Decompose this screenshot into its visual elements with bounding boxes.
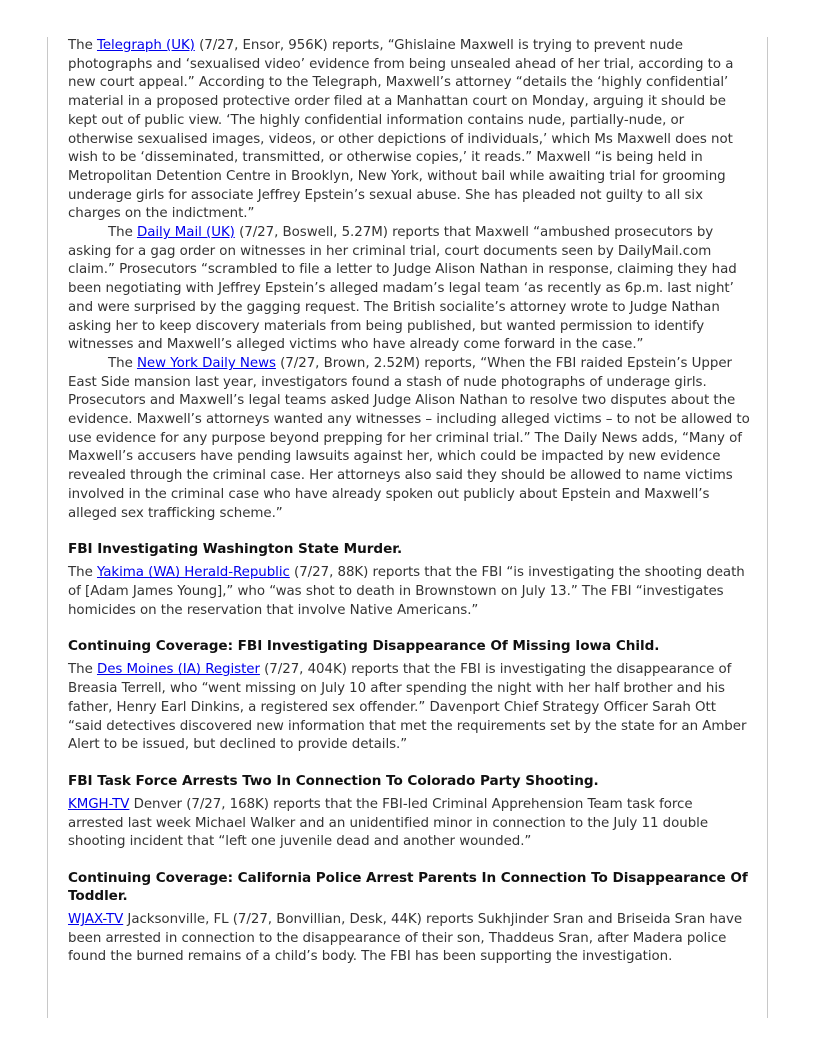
paragraph-text: (7/27, 88K) reports that the FBI “is investigating the shooting death of [Adam James Young],” who “was shot to death in Brownstown on July 13.” The FBI “investigates homicides on the reservation that involve Native Americans.” [68, 565, 745, 618]
ny-daily-news-link[interactable]: New York Daily News [136, 355, 276, 371]
story-headline: Continuing Coverage: California Police Arrest Parents In Connection To Disappearance Of Toddler. [68, 870, 748, 905]
story-body [68, 564, 752, 620]
ny-daily-news-paragraph [68, 355, 752, 523]
story-headline: Continuing Coverage: FBI Investigating Disappearance Of Missing Iowa Child. [68, 638, 660, 655]
paragraph-text: (7/27, 404K) reports that the FBI is investigating the disappearance of Breasia Terrell, who “went missing on July 10 after spending the night with her half brother and his father, Henry Earl Dinkins, a registered sex offender.” Davenport Chief Strategy Officer Sarah Ott “said detectives discovered new information that met the requirements set by the state for an Amber Alert to be issued, but declined to provide details.” [68, 662, 747, 753]
daily-mail-paragraph [68, 224, 752, 355]
story-iowa-child [68, 637, 752, 755]
paragraph-prefix: The [68, 38, 97, 53]
paragraph-text: (7/27, Brown, 2.52M) reports, “When the FBI raided Epstein’s Upper East Side mansion last year, investigators found a stash of nude photographs of underage girls. Prosecutors and Maxwell’s legal teams asked Judge Alison Nathan to resolve two disputes about the evidence. Maxwell’s attorneys wanted any witnesses – including alleged victims – to not be allowed to use evidence for any purpose beyond prepping for her criminal trial.” The Daily News adds, “Many of Maxwell’s accusers have pending lawsuits against her, which could be impacted by new evidence revealed through the criminal case. Her attorneys also said they should be allowed to name victims involved in the criminal case who have already spoken out publicly about Epstein and Maxwell’s alleged sex trafficking scheme.” [68, 355, 750, 521]
story-body [68, 661, 752, 755]
wjax-tv-link[interactable]: WJAX-TV [68, 912, 124, 928]
des-moines-register-link[interactable]: Des Moines (IA) Register [96, 662, 260, 678]
document-body [68, 37, 752, 967]
yakima-herald-link[interactable]: Yakima (WA) Herald-Republic [96, 565, 290, 581]
story-colorado-shooting [68, 772, 752, 852]
telegraph-link[interactable]: Telegraph (UK) [96, 38, 195, 53]
daily-mail-link[interactable]: Daily Mail (UK) [136, 225, 235, 241]
paragraph-text: Jacksonville, FL (7/27, Bonvillian, Desk, 44K) reports Sukhjinder Sran and Briseida Sran have been arrested in connection to the disappearance of their son, Thaddeus Sran, after Madera police found the burned remains of a child’s body. The FBI has been supporting the investigation. [68, 912, 743, 965]
story-washington-murder [68, 540, 752, 620]
story-body [68, 911, 752, 967]
kmgh-tv-link[interactable]: KMGH-TV [68, 796, 130, 812]
paragraph-text: (7/27, Boswell, 5.27M) reports that Maxwell “ambushed prosecutors by asking for a gag order on witnesses in her criminal trial, court documents seen by DailyMail.com claim.” Prosecutors “scrambled to file a letter to Judge Alison Nathan in response, claiming they had been negotiating with Jeffrey Epstein’s alleged madam’s legal team ‘as recently as 6p.m. last night’ and were surprised by the gagging request. The British socialite’s attorney wrote to Judge Nathan asking her to keep discovery materials from being published, but wanted permission to identify witnesses and Maxwell’s alleged victims who have already come forward in the case.” [68, 225, 737, 353]
paragraph-text: Denver (7/27, 168K) reports that the FBI-led Criminal Apprehension Team task force arrested last week Michael Walker and an unidentified minor in connection to the July 11 double shooting incident that “left one juvenile dead and another wounded.” [68, 796, 709, 850]
paragraph-prefix: The [108, 355, 137, 371]
story-body [68, 796, 752, 852]
story-headline: FBI Task Force Arrests Two In Connection To Colorado Party Shooting. [68, 772, 599, 789]
paragraph-prefix: The [108, 225, 137, 241]
telegraph-paragraph [68, 37, 752, 224]
story-california-toddler [68, 869, 752, 967]
paragraph-text: (7/27, Ensor, 956K) reports, “Ghislaine Maxwell is trying to prevent nude photographs and ‘sexualised video’ evidence from being unsealed ahead of her trial, according to a new court appeal.” According to the Telegraph, Maxwell’s attorney “details the ‘highly confidential’ material in a proposed protective order filed at a Manhattan court on Monday, arguing it should be kept out of public view. ‘The highly confidential information contains nude, partially-nude, or otherwise sexualised images, videos, or other depictions of individuals,’ which Ms Maxwell does not wish to be ‘disseminated, transmitted, or otherwise copies,’ it reads.” Maxwell “is being held in Metropolitan Detention Centre in Brooklyn, New York, without bail while awaiting trial for grooming underage girls for associate Jeffrey Epstein’s sexual abuse. She has pleaded not guilty to all six charges on the indictment.” [68, 38, 734, 222]
story-headline: FBI Investigating Washington State Murder. [68, 541, 403, 558]
paragraph-prefix: The [68, 565, 97, 581]
paragraph-prefix: The [68, 662, 97, 678]
